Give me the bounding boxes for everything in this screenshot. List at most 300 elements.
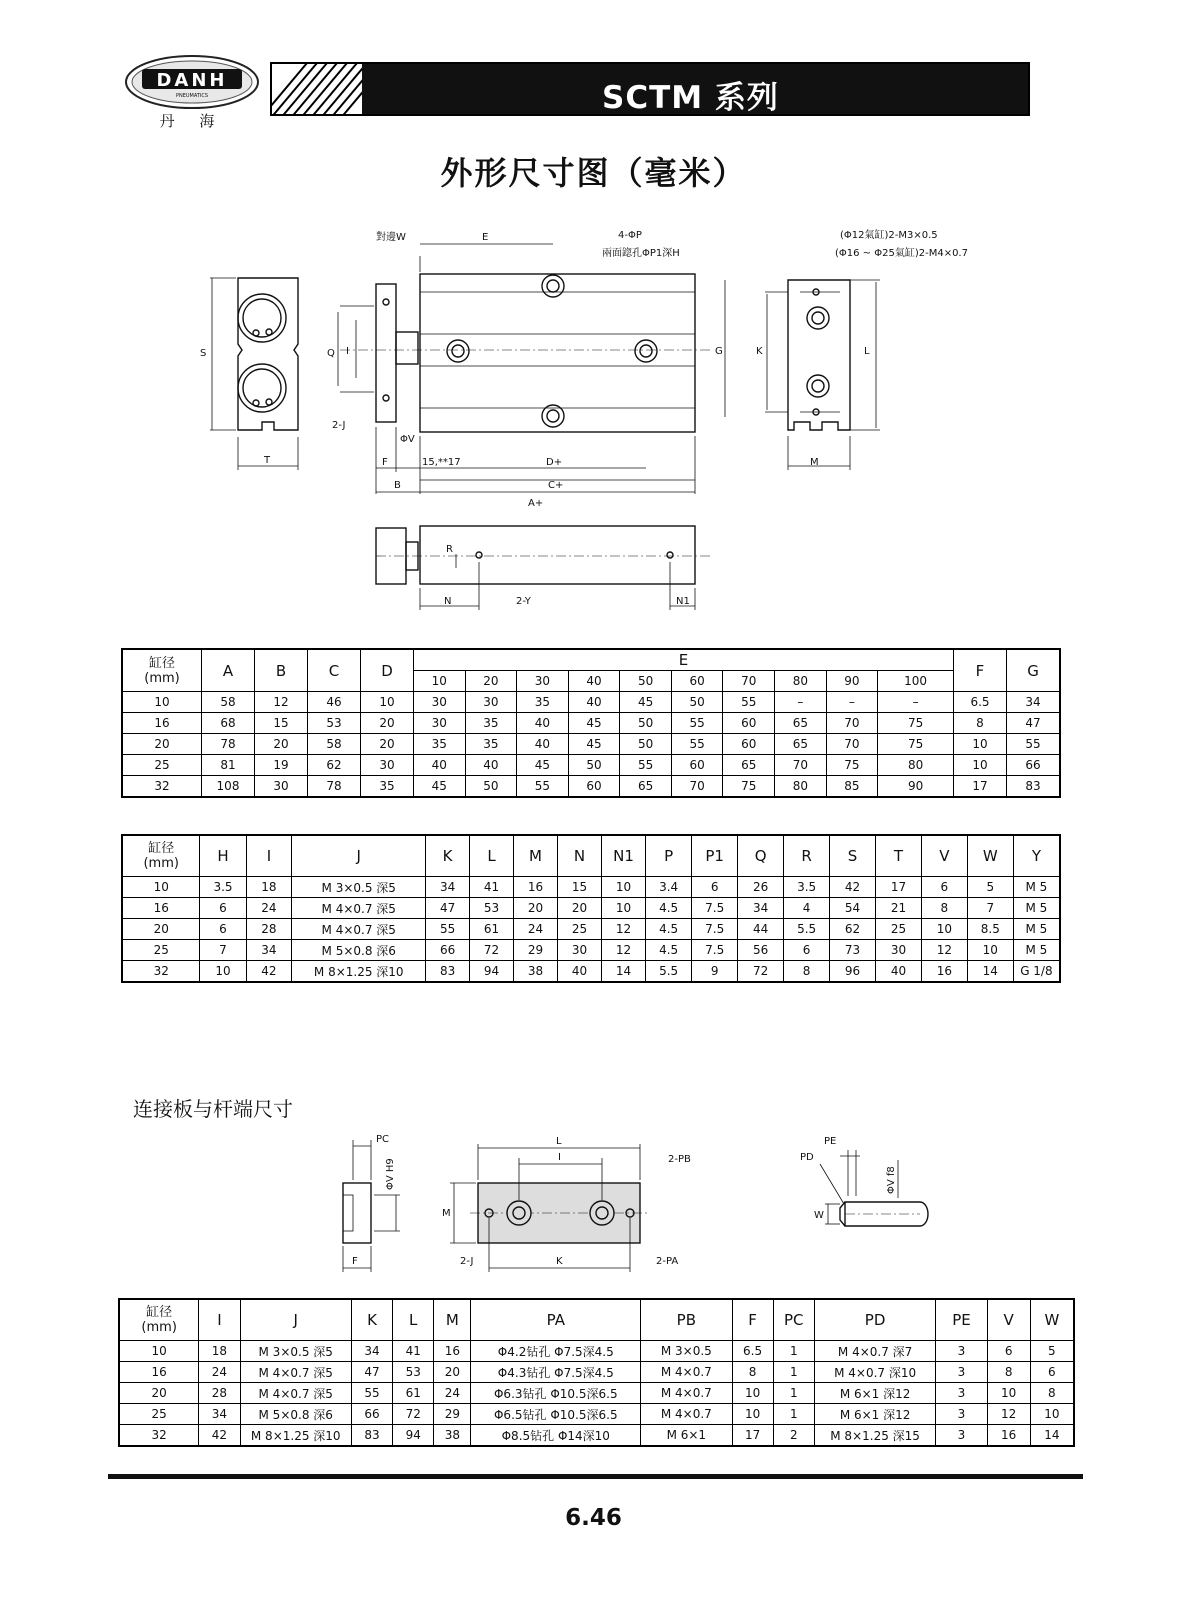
table-cell: 55 bbox=[620, 755, 672, 776]
table-cell: 60 bbox=[568, 776, 620, 798]
label-stroke: 15,**17 bbox=[422, 457, 461, 468]
table-cell: – bbox=[826, 692, 878, 713]
table-cell: 6 bbox=[1030, 1362, 1074, 1383]
table-cell: 34 bbox=[246, 940, 292, 961]
table-cell: 8 bbox=[1030, 1383, 1074, 1404]
table-cell: 17 bbox=[732, 1425, 773, 1447]
table-cell: 16 bbox=[987, 1425, 1030, 1447]
table-cell: 61 bbox=[470, 919, 514, 940]
label-i: I bbox=[346, 346, 349, 357]
table-cell: 83 bbox=[426, 961, 470, 983]
col-header: PA bbox=[471, 1299, 641, 1341]
table-cell: 41 bbox=[470, 877, 514, 898]
table-cell: 40 bbox=[517, 734, 569, 755]
table-cell: 3 bbox=[936, 1341, 987, 1362]
table-cell: 30 bbox=[876, 940, 922, 961]
dimension-table-1 bbox=[121, 648, 1061, 798]
bottom-view bbox=[376, 526, 710, 610]
rod-end-view bbox=[820, 1150, 928, 1226]
table-cell: 30 bbox=[414, 713, 466, 734]
table-cell: 10 bbox=[122, 692, 202, 713]
col-header: M bbox=[514, 835, 558, 877]
table-cell: 8 bbox=[784, 961, 830, 983]
table-cell: 70 bbox=[775, 755, 827, 776]
table-cell: 26 bbox=[738, 877, 784, 898]
table-cell: M 8×1.25 深15 bbox=[814, 1425, 936, 1447]
table-cell: 40 bbox=[517, 713, 569, 734]
table-cell: 20 bbox=[434, 1362, 471, 1383]
label-c: C+ bbox=[548, 480, 564, 491]
e-subheader: 30 bbox=[517, 671, 569, 692]
table-cell: 10 bbox=[967, 940, 1013, 961]
plate-rod-drawing bbox=[300, 1130, 960, 1280]
end-view-right bbox=[765, 280, 880, 470]
label-a: A+ bbox=[528, 498, 544, 509]
table-row bbox=[122, 961, 1060, 983]
table-cell: 35 bbox=[465, 713, 517, 734]
table-cell: 47 bbox=[1007, 713, 1061, 734]
table-cell: 30 bbox=[255, 776, 308, 798]
col-header: T bbox=[876, 835, 922, 877]
table-cell: 38 bbox=[514, 961, 558, 983]
col-header: C bbox=[308, 649, 361, 692]
label-k: K bbox=[756, 346, 763, 357]
table-cell: 3 bbox=[936, 1425, 987, 1447]
series-title: SCTM 系列 bbox=[602, 80, 779, 116]
table-cell: 35 bbox=[414, 734, 466, 755]
table-cell: 70 bbox=[671, 776, 723, 798]
table-cell: 29 bbox=[434, 1404, 471, 1425]
label-p1: 兩面鍃孔ΦP1深H bbox=[602, 248, 680, 259]
table-cell: Φ4.2钻孔 Φ7.5深4.5 bbox=[471, 1341, 641, 1362]
bore-header-cell: 缸径 (mm) bbox=[122, 835, 200, 877]
dimension-table-2 bbox=[121, 834, 1061, 983]
table-cell: 50 bbox=[671, 692, 723, 713]
table-cell: 12 bbox=[921, 940, 967, 961]
table-cell: 30 bbox=[558, 940, 602, 961]
bore-header-cell: 缸径 (mm) bbox=[119, 1299, 199, 1341]
page-title: 外形尺寸图（毫米） bbox=[440, 154, 747, 192]
cylinder-dimension-drawing bbox=[190, 222, 990, 617]
table-cell: – bbox=[775, 692, 827, 713]
table-cell: 40 bbox=[414, 755, 466, 776]
table-row bbox=[122, 940, 1060, 961]
table-cell: 6 bbox=[784, 940, 830, 961]
table-cell: 18 bbox=[246, 877, 292, 898]
label-pd: PD bbox=[800, 1152, 814, 1163]
table-cell: 80 bbox=[775, 776, 827, 798]
table-cell: 60 bbox=[671, 755, 723, 776]
table-cell: 4.5 bbox=[646, 940, 692, 961]
col-header: M bbox=[434, 1299, 471, 1341]
section-title: 连接板与杆端尺寸 bbox=[133, 1097, 293, 1121]
table-cell: 9 bbox=[692, 961, 738, 983]
table-cell: 38 bbox=[434, 1425, 471, 1447]
table-cell: G 1/8 bbox=[1013, 961, 1060, 983]
table-cell: 55 bbox=[671, 734, 723, 755]
table-cell: 58 bbox=[202, 692, 255, 713]
table-cell: M 3×0.5 bbox=[641, 1341, 732, 1362]
table-cell: 34 bbox=[426, 877, 470, 898]
table-row bbox=[122, 776, 1060, 798]
table-cell: 10 bbox=[119, 1341, 199, 1362]
col-header: J bbox=[292, 835, 426, 877]
col-header: R bbox=[784, 835, 830, 877]
table-cell: M 5×0.8 深6 bbox=[240, 1404, 351, 1425]
table-cell: 24 bbox=[246, 898, 292, 919]
col-header: PD bbox=[814, 1299, 936, 1341]
table-cell: 30 bbox=[361, 755, 414, 776]
table-cell: 45 bbox=[517, 755, 569, 776]
table-cell: 21 bbox=[876, 898, 922, 919]
label-d: D+ bbox=[546, 457, 563, 468]
table-cell: 40 bbox=[558, 961, 602, 983]
col-header: L bbox=[393, 1299, 434, 1341]
table-cell: 6 bbox=[200, 898, 246, 919]
table-cell: 20 bbox=[122, 919, 200, 940]
table-cell: 15 bbox=[558, 877, 602, 898]
table-cell: 25 bbox=[558, 919, 602, 940]
table-cell: 96 bbox=[830, 961, 876, 983]
table-cell: 40 bbox=[465, 755, 517, 776]
table-cell: M 4×0.7 深7 bbox=[814, 1341, 936, 1362]
table-cell: 66 bbox=[1007, 755, 1061, 776]
col-header: P bbox=[646, 835, 692, 877]
table-cell: 10 bbox=[122, 877, 200, 898]
col-header: B bbox=[255, 649, 308, 692]
table-cell: 5.5 bbox=[646, 961, 692, 983]
table-cell: 40 bbox=[568, 692, 620, 713]
col-header: PC bbox=[773, 1299, 814, 1341]
table-cell: M 4×0.7 bbox=[641, 1404, 732, 1425]
label-vf8: ΦV f8 bbox=[886, 1166, 897, 1194]
label-e: E bbox=[482, 232, 489, 243]
col-header: PE bbox=[936, 1299, 987, 1341]
table-cell: 6 bbox=[692, 877, 738, 898]
table-cell: 55 bbox=[1007, 734, 1061, 755]
table-cell: 12 bbox=[255, 692, 308, 713]
table-cell: 40 bbox=[876, 961, 922, 983]
table-cell: 45 bbox=[568, 734, 620, 755]
table-cell: 4 bbox=[784, 898, 830, 919]
table-cell: 25 bbox=[122, 755, 202, 776]
table-cell: 20 bbox=[122, 734, 202, 755]
col-header: K bbox=[426, 835, 470, 877]
table-cell: 70 bbox=[826, 713, 878, 734]
table-cell: 6.5 bbox=[954, 692, 1007, 713]
table-cell: 6 bbox=[200, 919, 246, 940]
table-cell: 44 bbox=[738, 919, 784, 940]
table-row bbox=[119, 1362, 1074, 1383]
page-number: 6.46 bbox=[565, 1505, 622, 1531]
table-cell: 3 bbox=[936, 1362, 987, 1383]
table-cell: 68 bbox=[202, 713, 255, 734]
footer-rule bbox=[108, 1474, 1083, 1479]
label-m2: M bbox=[442, 1208, 451, 1219]
table-cell: M 4×0.7 深5 bbox=[292, 898, 426, 919]
table-cell: 4.5 bbox=[646, 919, 692, 940]
table-cell: 1 bbox=[773, 1404, 814, 1425]
table-cell: Φ6.3钻孔 Φ10.5深6.5 bbox=[471, 1383, 641, 1404]
col-header: H bbox=[200, 835, 246, 877]
table-cell: M 3×0.5 深5 bbox=[240, 1341, 351, 1362]
table-cell: Φ4.3钻孔 Φ7.5深4.5 bbox=[471, 1362, 641, 1383]
label-j2: 2-J bbox=[460, 1256, 474, 1267]
table-cell: 12 bbox=[601, 919, 645, 940]
table-cell: 8.5 bbox=[967, 919, 1013, 940]
table-cell: 72 bbox=[470, 940, 514, 961]
table-cell: 53 bbox=[470, 898, 514, 919]
table-row bbox=[119, 1404, 1074, 1425]
table-row bbox=[122, 877, 1060, 898]
table-cell: 50 bbox=[620, 734, 672, 755]
table-cell: 75 bbox=[826, 755, 878, 776]
col-header: Q bbox=[738, 835, 784, 877]
table-cell: 10 bbox=[921, 919, 967, 940]
table-cell: 73 bbox=[830, 940, 876, 961]
e-subheader: 20 bbox=[465, 671, 517, 692]
table-cell: 65 bbox=[775, 713, 827, 734]
table-cell: 60 bbox=[723, 713, 775, 734]
table-row bbox=[119, 1383, 1074, 1404]
table-cell: 20 bbox=[361, 713, 414, 734]
table-cell: 35 bbox=[517, 692, 569, 713]
label-j: 2-J bbox=[332, 420, 346, 431]
table-cell: 10 bbox=[732, 1383, 773, 1404]
table-cell: 83 bbox=[1007, 776, 1061, 798]
e-subheader: 40 bbox=[568, 671, 620, 692]
col-header: V bbox=[987, 1299, 1030, 1341]
col-header: J bbox=[240, 1299, 351, 1341]
table-cell: 4.5 bbox=[646, 898, 692, 919]
table-cell: 14 bbox=[1030, 1425, 1074, 1447]
table-cell: 58 bbox=[308, 734, 361, 755]
e-subheader: 60 bbox=[671, 671, 723, 692]
table-cell: 6 bbox=[921, 877, 967, 898]
table-cell: 16 bbox=[122, 898, 200, 919]
label-v: ΦV bbox=[400, 434, 415, 445]
table-cell: 32 bbox=[122, 776, 202, 798]
table-cell: 55 bbox=[671, 713, 723, 734]
col-header: N1 bbox=[601, 835, 645, 877]
table-cell: 75 bbox=[878, 734, 954, 755]
table-cell: 65 bbox=[620, 776, 672, 798]
e-subheader: 100 bbox=[878, 671, 954, 692]
table-cell: 7 bbox=[967, 898, 1013, 919]
label-g: G bbox=[715, 346, 723, 357]
table-cell: 25 bbox=[876, 919, 922, 940]
table-cell: – bbox=[878, 692, 954, 713]
table-row bbox=[122, 919, 1060, 940]
col-header: I bbox=[246, 835, 292, 877]
table-cell: M 8×1.25 深10 bbox=[292, 961, 426, 983]
table-cell: 7 bbox=[200, 940, 246, 961]
table-cell: M 4×0.7 深5 bbox=[240, 1362, 351, 1383]
table-cell: 3.5 bbox=[200, 877, 246, 898]
table-cell: 10 bbox=[954, 755, 1007, 776]
plate-front-view bbox=[450, 1144, 650, 1272]
table-cell: 30 bbox=[465, 692, 517, 713]
table-row bbox=[122, 734, 1060, 755]
table-row bbox=[122, 713, 1060, 734]
table-cell: 50 bbox=[568, 755, 620, 776]
table-cell: 12 bbox=[987, 1404, 1030, 1425]
table-cell: M 4×0.7 深5 bbox=[240, 1383, 351, 1404]
label-pb: 2-PB bbox=[668, 1154, 691, 1165]
table-cell: Φ8.5钻孔 Φ14深10 bbox=[471, 1425, 641, 1447]
label-b: B bbox=[394, 480, 401, 491]
table-cell: 35 bbox=[465, 734, 517, 755]
e-subheader: 70 bbox=[723, 671, 775, 692]
table-cell: 17 bbox=[954, 776, 1007, 798]
table-cell: M 6×1 深12 bbox=[814, 1404, 936, 1425]
table-cell: 83 bbox=[351, 1425, 392, 1447]
table-cell: 65 bbox=[775, 734, 827, 755]
table-row bbox=[119, 1425, 1074, 1447]
logo-chinese-name: 丹 海 bbox=[159, 112, 225, 130]
table-cell: 90 bbox=[878, 776, 954, 798]
table-cell: 24 bbox=[514, 919, 558, 940]
label-f: F bbox=[382, 457, 388, 468]
table-cell: 1 bbox=[773, 1383, 814, 1404]
table-cell: 85 bbox=[826, 776, 878, 798]
label-n1: N1 bbox=[676, 596, 690, 607]
table-cell: 34 bbox=[1007, 692, 1061, 713]
col-header: P1 bbox=[692, 835, 738, 877]
table-cell: 34 bbox=[351, 1341, 392, 1362]
label-t: T bbox=[264, 455, 271, 466]
table-cell: M 6×1 bbox=[641, 1425, 732, 1447]
table-cell: 10 bbox=[601, 898, 645, 919]
table-cell: 45 bbox=[620, 692, 672, 713]
table-cell: 8 bbox=[987, 1362, 1030, 1383]
table-cell: 16 bbox=[434, 1341, 471, 1362]
e-subheader: 80 bbox=[775, 671, 827, 692]
col-header-e: E bbox=[414, 649, 954, 671]
table-cell: M 4×0.7 bbox=[641, 1383, 732, 1404]
label-i2: I bbox=[558, 1152, 561, 1163]
table-cell: 54 bbox=[830, 898, 876, 919]
side-view bbox=[338, 244, 725, 494]
table-cell: 20 bbox=[514, 898, 558, 919]
table-cell: M 5 bbox=[1013, 919, 1060, 940]
table-cell: 50 bbox=[465, 776, 517, 798]
label-s: S bbox=[200, 348, 207, 359]
table-cell: 55 bbox=[351, 1383, 392, 1404]
table-cell: M 4×0.7 深5 bbox=[292, 919, 426, 940]
end-view-left bbox=[210, 278, 298, 470]
table-cell: 16 bbox=[122, 713, 202, 734]
table-cell: 6.5 bbox=[732, 1341, 773, 1362]
table-cell: 65 bbox=[723, 755, 775, 776]
table-cell: 7.5 bbox=[692, 898, 738, 919]
table-cell: 30 bbox=[414, 692, 466, 713]
logo-sub-small: PNEUMATICS bbox=[175, 93, 209, 99]
table-cell: 5.5 bbox=[784, 919, 830, 940]
col-header: W bbox=[1030, 1299, 1074, 1341]
col-header: N bbox=[558, 835, 602, 877]
table-cell: 1 bbox=[773, 1341, 814, 1362]
table-cell: 42 bbox=[246, 961, 292, 983]
table-cell: 47 bbox=[351, 1362, 392, 1383]
table-cell: 10 bbox=[732, 1404, 773, 1425]
table-row bbox=[122, 692, 1060, 713]
table-cell: 80 bbox=[878, 755, 954, 776]
table-cell: 94 bbox=[470, 961, 514, 983]
label-r: R bbox=[446, 544, 453, 555]
table-cell: 19 bbox=[255, 755, 308, 776]
table-cell: 12 bbox=[601, 940, 645, 961]
label-l2: L bbox=[556, 1136, 562, 1147]
table-row bbox=[119, 1341, 1074, 1362]
label-n: N bbox=[444, 596, 452, 607]
table-cell: M 4×0.7 bbox=[641, 1362, 732, 1383]
table-cell: 41 bbox=[393, 1341, 434, 1362]
col-header: F bbox=[732, 1299, 773, 1341]
label-pc: PC bbox=[376, 1134, 390, 1145]
table-cell: 75 bbox=[878, 713, 954, 734]
table-cell: M 3×0.5 深5 bbox=[292, 877, 426, 898]
col-header: W bbox=[967, 835, 1013, 877]
table-cell: Φ6.5钻孔 Φ10.5深6.5 bbox=[471, 1404, 641, 1425]
label-m3: (Φ12氣缸)2-M3×0.5 bbox=[840, 230, 938, 241]
table-cell: 10 bbox=[200, 961, 246, 983]
table-cell: 34 bbox=[199, 1404, 240, 1425]
table-cell: 42 bbox=[830, 877, 876, 898]
table-cell: M 5 bbox=[1013, 898, 1060, 919]
col-header: I bbox=[199, 1299, 240, 1341]
table-cell: 62 bbox=[830, 919, 876, 940]
label-l: L bbox=[864, 346, 870, 357]
table-cell: 28 bbox=[246, 919, 292, 940]
table-cell: 70 bbox=[826, 734, 878, 755]
label-pa: 2-PA bbox=[656, 1256, 679, 1267]
table-cell: 61 bbox=[393, 1383, 434, 1404]
dimension-table-3 bbox=[118, 1298, 1075, 1447]
table-cell: M 5 bbox=[1013, 877, 1060, 898]
logo-text: DANH bbox=[156, 70, 228, 91]
col-header: PB bbox=[641, 1299, 732, 1341]
table-cell: 24 bbox=[199, 1362, 240, 1383]
table-cell: 10 bbox=[1030, 1404, 1074, 1425]
col-header: G bbox=[1007, 649, 1061, 692]
label-k2: K bbox=[556, 1256, 563, 1267]
table-cell: 45 bbox=[568, 713, 620, 734]
col-header: K bbox=[351, 1299, 392, 1341]
table-cell: 16 bbox=[514, 877, 558, 898]
table-cell: 32 bbox=[119, 1425, 199, 1447]
table-cell: 6 bbox=[987, 1341, 1030, 1362]
table-cell: M 4×0.7 深10 bbox=[814, 1362, 936, 1383]
table-cell: 28 bbox=[199, 1383, 240, 1404]
table-cell: 5 bbox=[1030, 1341, 1074, 1362]
banner-stripe-pattern bbox=[272, 64, 362, 114]
table-cell: 60 bbox=[723, 734, 775, 755]
table-cell: 35 bbox=[361, 776, 414, 798]
brand-logo bbox=[124, 55, 260, 115]
table-cell: 8 bbox=[954, 713, 1007, 734]
table-cell: 94 bbox=[393, 1425, 434, 1447]
table-cell: 46 bbox=[308, 692, 361, 713]
table-cell: 66 bbox=[351, 1404, 392, 1425]
table-cell: 10 bbox=[954, 734, 1007, 755]
table-cell: 29 bbox=[514, 940, 558, 961]
table-cell: 55 bbox=[723, 692, 775, 713]
table-cell: 16 bbox=[921, 961, 967, 983]
table-cell: 1 bbox=[773, 1362, 814, 1383]
table-cell: 55 bbox=[517, 776, 569, 798]
table-cell: M 5×0.8 深6 bbox=[292, 940, 426, 961]
